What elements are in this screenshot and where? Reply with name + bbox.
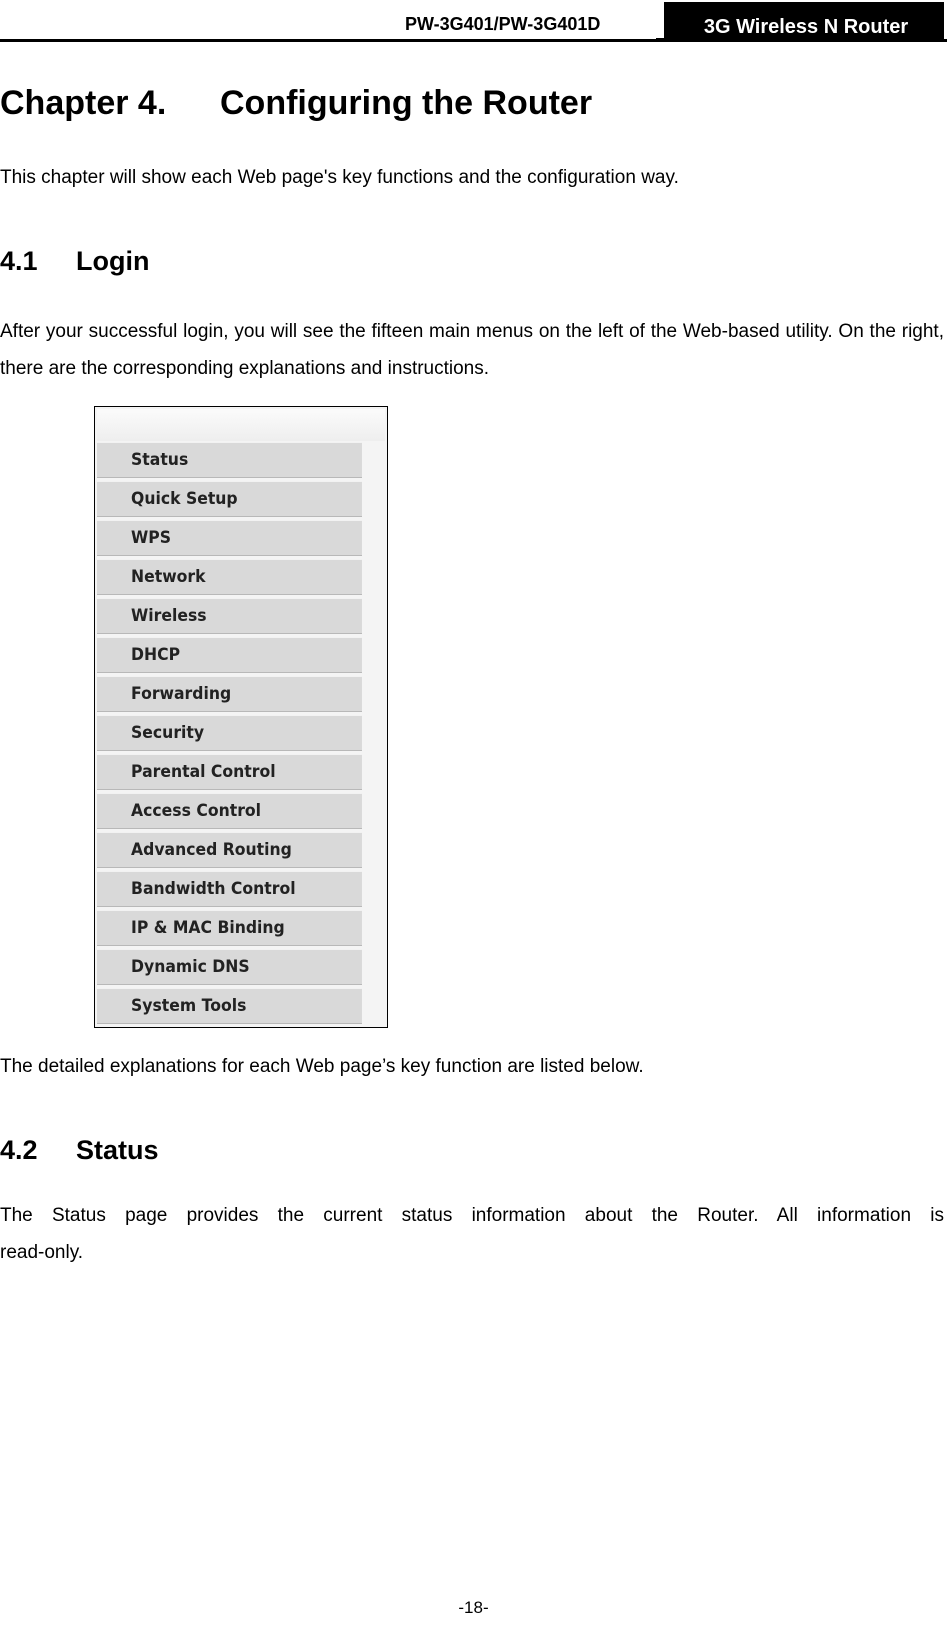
section-heading-login <box>0 246 149 277</box>
intro-paragraph: This chapter will show each Web page's key functions and the configuration way. <box>0 167 679 188</box>
menu-item-ip-mac-binding[interactable]: IP & MAC Binding <box>97 910 362 946</box>
chapter-title <box>0 84 592 123</box>
header-model: PW-3G401/PW-3G401D <box>405 14 601 34</box>
menu-item-quick-setup[interactable]: Quick Setup <box>97 481 362 517</box>
section-heading-status <box>0 1135 159 1166</box>
section-title: Status <box>76 1135 159 1165</box>
menu-item-wireless[interactable]: Wireless <box>97 598 362 634</box>
page-number: -18- <box>458 1598 489 1617</box>
menu-top-band <box>97 409 385 441</box>
login-paragraph: After your successful login, you will see the fifteen main menus on the left of the Web-based utility. On the right, there are the corresponding explanations and instructions. <box>0 321 944 379</box>
main-menu <box>97 442 387 1027</box>
status-paragraph: The Status page provides the current status information about the Router. All information is read-only. <box>0 1205 944 1263</box>
header-tab-notch <box>656 2 668 40</box>
menu-item-parental-control[interactable]: Parental Control <box>97 754 362 790</box>
menu-caption: The detailed explanations for each Web page’s key function are listed below. <box>0 1056 644 1077</box>
header-product-tab: 3G Wireless N Router <box>668 2 944 40</box>
menu-item-access-control[interactable]: Access Control <box>97 793 362 829</box>
header-rule <box>0 39 947 42</box>
menu-screenshot <box>94 406 388 1028</box>
page-header <box>0 0 947 42</box>
section-title: Login <box>76 246 150 276</box>
section-number: 4.1 <box>0 246 38 276</box>
section-number: 4.2 <box>0 1135 38 1165</box>
menu-item-forwarding[interactable]: Forwarding <box>97 676 362 712</box>
menu-item-dhcp[interactable]: DHCP <box>97 637 362 673</box>
menu-item-dynamic-dns[interactable]: Dynamic DNS <box>97 949 362 985</box>
menu-item-network[interactable]: Network <box>97 559 362 595</box>
menu-item-advanced-routing[interactable]: Advanced Routing <box>97 832 362 868</box>
menu-item-bandwidth-control[interactable]: Bandwidth Control <box>97 871 362 907</box>
menu-item-status[interactable]: Status <box>97 442 362 478</box>
menu-item-system-tools[interactable]: System Tools <box>97 988 362 1024</box>
chapter-name: Configuring the Router <box>220 84 593 122</box>
menu-item-wps[interactable]: WPS <box>97 520 362 556</box>
menu-item-security[interactable]: Security <box>97 715 362 751</box>
chapter-number: Chapter 4. <box>0 84 167 122</box>
